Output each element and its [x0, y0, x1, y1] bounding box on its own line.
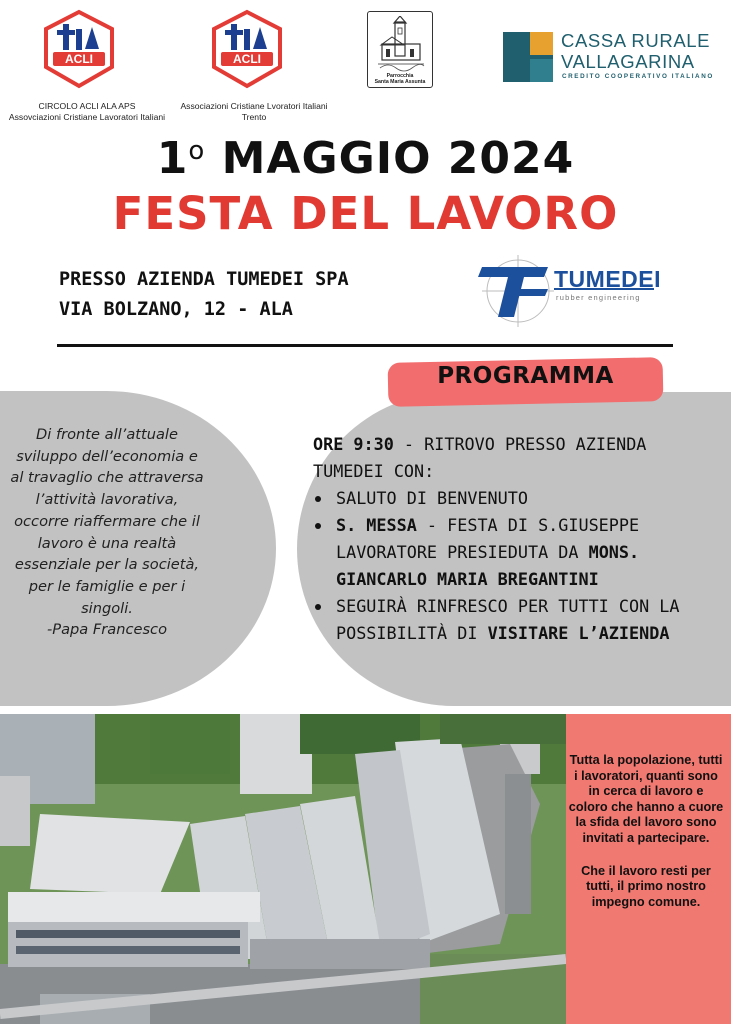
program-item: SEGUIRÀ RINFRESCO PER TUTTI CON LA POSSIBILITÀ DI VISITARE L’AZIENDA: [313, 593, 723, 647]
acli-logo-text: ACLI: [233, 52, 261, 66]
program-item: S. MESSA - FESTA DI S.GIUSEPPE LAVORATORE PRESIEDUTA DA MONS. GIANCARLO MARIA BREGANTINI: [313, 512, 723, 593]
cassa-rurale-subtitle: CREDITO COOPERATIVO ITALIANO: [562, 73, 714, 80]
acli-caption-trento: Associazioni Cristiane Lvoratori Italiani Trento: [180, 101, 328, 122]
divider: [57, 344, 673, 347]
event-date: 1$^o$ MAGGIO 2024: [156, 133, 575, 184]
quote-author: -Papa Francesco: [47, 621, 167, 639]
tumedei-tagline: rubber engineering: [556, 293, 641, 302]
quote-text: Di fronte all’attuale sviluppo dell’economia e al travaglio che attraversa l’attività lavorativa, occorre riaffermare che il lavoro è una realtà essenziale per la società, per le famiglie e per i singoli.: [10, 426, 204, 617]
acli-logo-text: ACLI: [65, 52, 93, 66]
church-icon: [376, 16, 426, 72]
parrocchia-logo: [367, 11, 433, 88]
pope-quote: [8, 424, 206, 641]
event-title: FESTA DEL LAVORO: [112, 187, 619, 240]
program-item: SALUTO DI BENVENUTO: [313, 485, 723, 512]
program-intro: ORE 9:30 - RITROVO PRESSO AZIENDA TUMEDEI CON:: [313, 434, 647, 481]
cassa-rurale-logo-mark: [503, 32, 553, 82]
acli-trento-logo: [210, 9, 284, 89]
acli-logo: [42, 9, 116, 89]
cassa-rurale-name: CASSA RURALE VALLAGARINA: [561, 30, 711, 72]
acli-caption-circolo: CIRCOLO ACLI ALA APS Assovciazioni Cristiane Lavoratori Italiani: [8, 101, 166, 122]
tumedei-name: TUMEDEI: [554, 266, 661, 292]
invitation-text: Tutta la popolazione, tutti i lavoratori, quanti sono in cerca di lavoro e coloro che hanno a cuore la sfida del lavoro sono invitati a partecipare. Che il lavoro resti per tutti, il primo nostro impegno comune.: [568, 753, 724, 909]
event-location: PRESSO AZIENDA TUMEDEI SPA VIA BOLZANO, 12 - ALA: [59, 269, 349, 320]
program-list: [313, 431, 723, 647]
programma-label: PROGRAMMA: [437, 363, 614, 389]
factory-aerial-photo: [0, 714, 566, 1024]
parrocchia-name: Parrocchia Santa Maria Assunta: [374, 73, 426, 85]
